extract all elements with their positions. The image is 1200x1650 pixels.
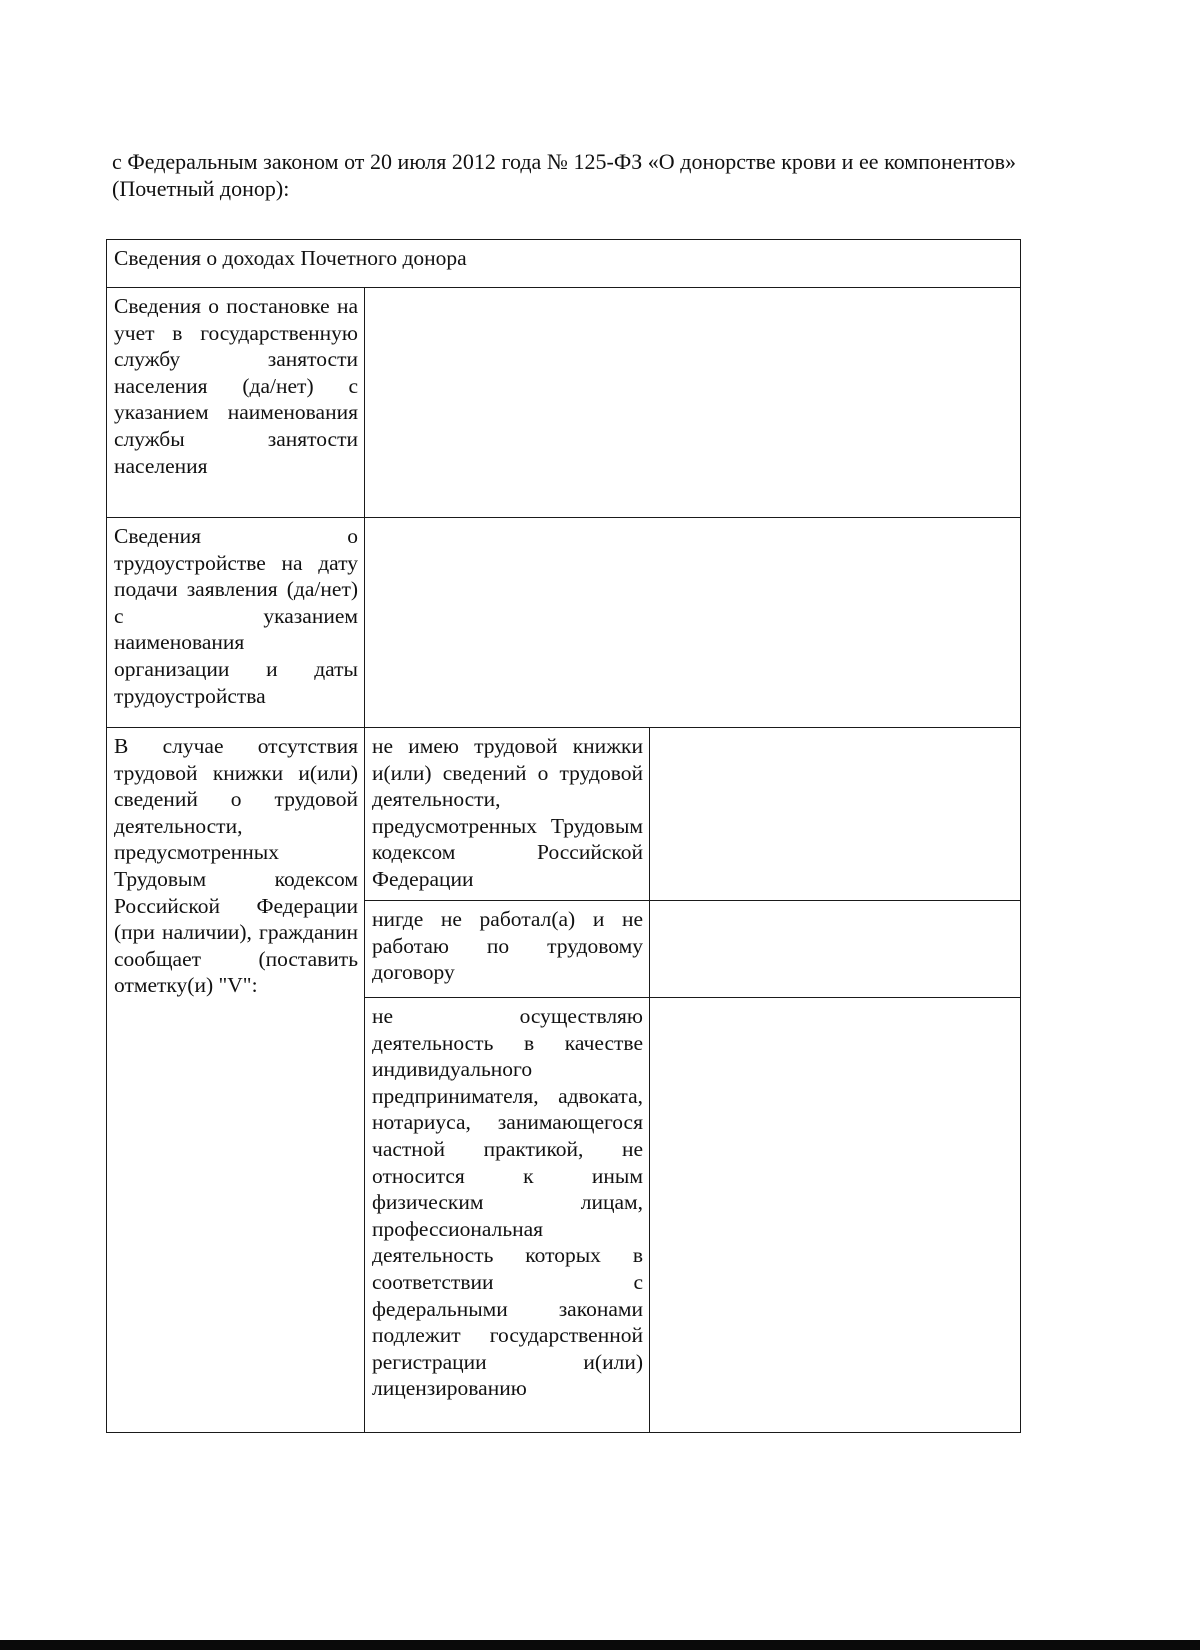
table-row-employment — [107, 518, 1021, 728]
table-row-option-no-workbook — [107, 728, 1021, 901]
table-row-registration — [107, 288, 1021, 518]
intro-paragraph: с Федеральным законом от 20 июля 2012 года № 125-ФЗ «О донорстве крови и ее компонентов» (Почетный донор): — [112, 149, 1016, 201]
employment-label: Сведения о трудоустройстве на дату подачи заявления (да/нет) с указанием наименования организации и даты трудоустройства — [107, 518, 365, 728]
option-no-business-text: не осуществляю деятельность в качестве индивидуального предпринимателя, адвоката, нотариуса, занимающегося частной практикой, не относится к иным физическим лицам, профессиональная деятельность которых в соответствии с федеральными законами подлежит государственной регистрации и(или) лицензированию — [365, 998, 650, 1433]
registration-value-field[interactable] — [365, 288, 1021, 518]
donor-income-table — [106, 239, 1021, 1433]
employment-value-field[interactable] — [365, 518, 1021, 728]
registration-label: Сведения о постановке на учет в государственную службу занятости населения (да/нет) с указанием наименования службы занятости населения — [107, 288, 365, 518]
option-no-business-mark-field[interactable] — [650, 998, 1021, 1433]
option-never-worked-text: нигде не работал(а) и не работаю по трудовому договору — [365, 901, 650, 998]
scan-bottom-edge — [0, 1640, 1200, 1650]
absence-label: В случае отсутствия трудовой книжки и(или) сведений о трудовой деятельности, предусмотренных Трудовым кодексом Российской Федерации (при наличии), гражданин сообщает (поставить отметку(и) "V": — [107, 728, 365, 1433]
option-no-workbook-text: не имею трудовой книжки и(или) сведений о трудовой деятельности, предусмотренных Трудовым кодексом Российской Федерации — [365, 728, 650, 901]
option-no-workbook-mark-field[interactable] — [650, 728, 1021, 901]
table-header: Сведения о доходах Почетного донора — [107, 240, 1021, 288]
option-never-worked-mark-field[interactable] — [650, 901, 1021, 998]
